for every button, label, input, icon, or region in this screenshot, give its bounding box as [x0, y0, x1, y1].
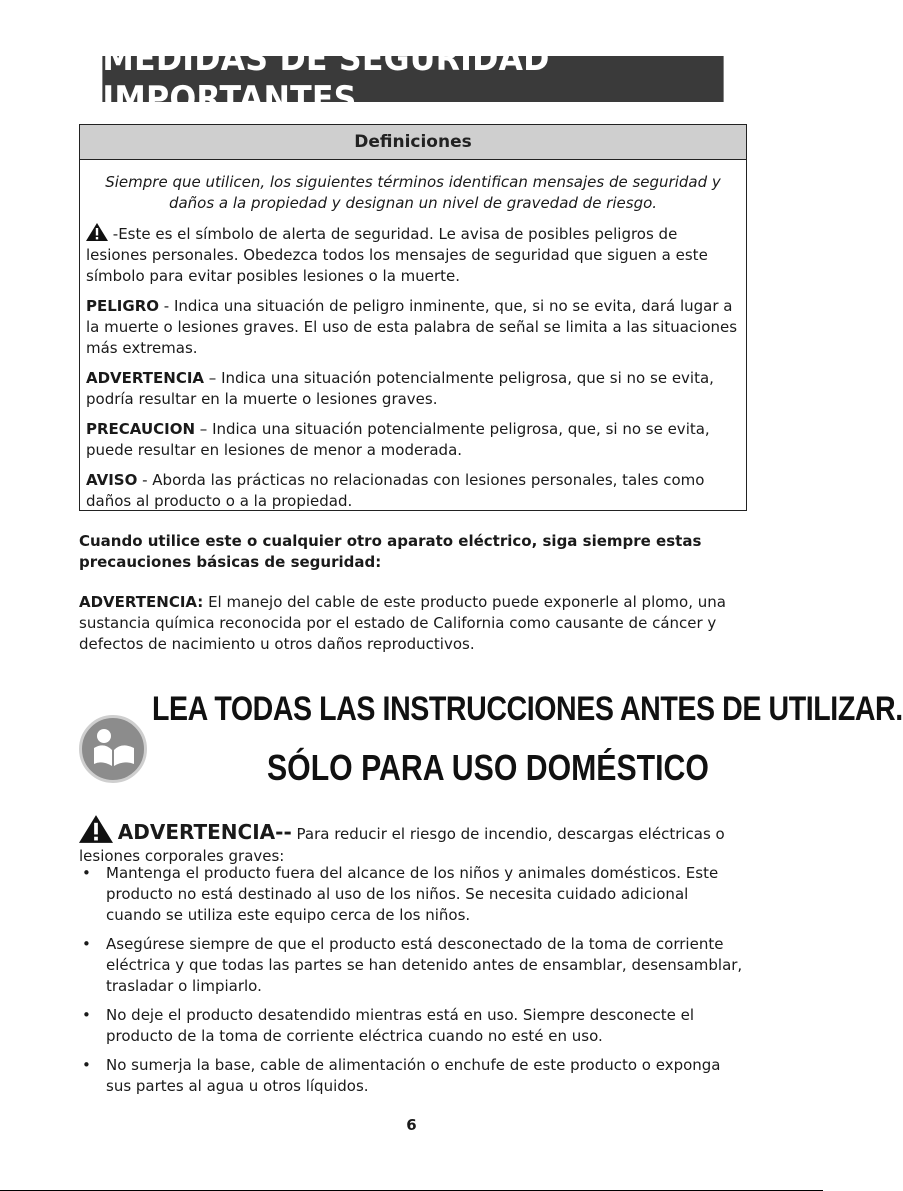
prop65-warning — [79, 592, 749, 655]
definition-peligro — [86, 296, 740, 359]
alert-symbol-definition — [86, 223, 740, 287]
term-label: PELIGRO — [86, 297, 159, 315]
fire-shock-warning — [79, 815, 747, 867]
safety-list — [79, 863, 747, 1105]
page-number: 6 — [406, 1116, 417, 1134]
page-title: MEDIDAS DE SEGURIDAD IMPORTANTES — [102, 56, 723, 102]
definitions-box — [79, 124, 747, 511]
prop65-label: ADVERTENCIA: — [79, 593, 204, 611]
definitions-body — [80, 160, 746, 512]
precautions-intro: Cuando utilice este o cualquier otro aparato eléctrico, siga siempre estas precauciones básicas de seguridad: — [79, 532, 702, 571]
term-text: - Indica una situación de peligro inminente, que, si no se evita, dará lugar a la muerte o lesiones graves. El uso de esta palabra de señal se limita a las situaciones más extremas. — [86, 297, 738, 357]
prop65-text: El manejo del cable de este producto puede exponerle al plomo, una sustancia química reconocida por el estado de California como causante de cáncer y defectos de nacimiento u otros daños reproductivos. — [79, 593, 726, 653]
definitions-heading: Definiciones — [80, 125, 746, 160]
definition-advertencia — [86, 368, 740, 410]
definitions-intro: Siempre que utilicen, los siguientes términos identifican mensajes de seguridad y daños a la propiedad y designan un nivel de gravedad de riesgo. — [105, 173, 721, 212]
definition-precaucion — [86, 419, 740, 461]
term-text: – Indica una situación potencialmente peligrosa, que si no se evita, podría resultar en la muerte o lesiones graves. — [86, 369, 714, 408]
term-text: - Aborda las prácticas no relacionadas con lesiones personales, tales como daños al producto o a la propiedad. — [86, 471, 705, 510]
warning-triangle-icon — [86, 223, 108, 241]
term-text: – Indica una situación potencialmente peligrosa, que, si no se evita, puede resultar en lesiones de menor a moderada. — [86, 420, 710, 459]
household-use-heading: SÓLO PARA USO DOMÉSTICO — [267, 747, 709, 788]
warning-label: ADVERTENCIA-- — [117, 820, 292, 844]
list-item: • Mantenga el producto fuera del alcance de los niños y animales domésticos. Este producto no está destinado al uso de los niños. Se necesita cuidado adicional cuando se utiliza este equipo cerca de los niños. — [79, 863, 747, 926]
term-label: PRECAUCION — [86, 420, 196, 438]
term-label: AVISO — [86, 471, 138, 489]
read-manual-icon — [79, 715, 147, 783]
warning-triangle-icon — [79, 815, 113, 843]
list-item: • No sumerja la base, cable de alimentación o enchufe de este producto o exponga sus partes al agua u otros líquidos. — [79, 1055, 747, 1097]
warning-text: Para reducir el riesgo de incendio, descargas eléctricas o lesiones corporales graves: — [79, 825, 725, 865]
term-label: ADVERTENCIA — [86, 369, 205, 387]
list-item: • No deje el producto desatendido mientras está en uso. Siempre desconecte el producto de la toma de corriente eléctrica cuando no esté en uso. — [79, 1005, 747, 1047]
alert-symbol-text: -Este es el símbolo de alerta de seguridad. Le avisa de posibles peligros de lesiones personales. Obedezca todos los mensajes de seguridad que siguen a este símbolo para evitar posibles lesiones o la muerte. — [86, 225, 708, 285]
read-instructions-heading: LEA TODAS LAS INSTRUCCIONES ANTES DE UTILIZAR. — [152, 690, 903, 728]
definition-aviso — [86, 470, 740, 512]
list-item: • Asegúrese siempre de que el producto está desconectado de la toma de corriente eléctrica y que todas las partes se han detenido antes de ensamblar, desensamblar, trasladar o limpiarlo. — [79, 934, 747, 997]
